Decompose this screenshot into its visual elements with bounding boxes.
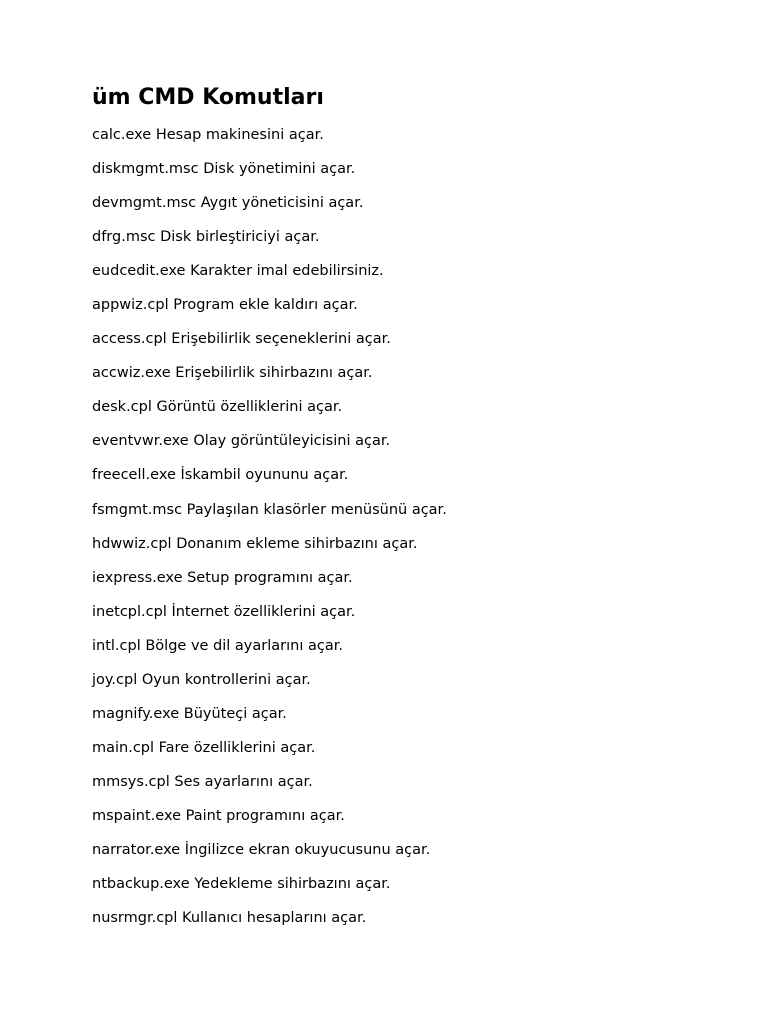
- command-name: main.cpl: [92, 739, 155, 756]
- command-description: Program ekle kaldırı açar.: [173, 297, 358, 314]
- command-line: [92, 465, 447, 499]
- command-line: [92, 193, 447, 227]
- command-description: Erişebilirlik sihirbazını açar.: [175, 365, 373, 382]
- command-description: Disk birleştiriciyi açar.: [160, 229, 320, 246]
- command-line: [92, 806, 447, 840]
- command-name: desk.cpl: [92, 399, 152, 416]
- command-line: [92, 874, 447, 908]
- command-line: [92, 670, 447, 704]
- command-description: Yedekleme sihirbazını açar.: [194, 876, 391, 893]
- command-description: Karakter imal edebilirsiniz.: [190, 263, 384, 280]
- command-name: nusrmgr.cpl: [92, 910, 178, 927]
- command-line: [92, 295, 447, 329]
- command-description: Kullanıcı hesaplarını açar.: [182, 910, 367, 927]
- command-description: Olay görüntüleyicisini açar.: [193, 433, 391, 450]
- command-line: [92, 568, 447, 602]
- command-line: [92, 227, 447, 261]
- command-name: inetcpl.cpl: [92, 603, 167, 620]
- command-name: iexpress.exe: [92, 569, 183, 586]
- command-description: Aygıt yöneticisini açar.: [200, 195, 364, 212]
- command-line: [92, 908, 447, 942]
- command-name: narrator.exe: [92, 841, 181, 858]
- command-line: [92, 636, 447, 670]
- command-description: Fare özelliklerini açar.: [158, 739, 316, 756]
- command-line: [92, 363, 447, 397]
- command-name: mmsys.cpl: [92, 773, 170, 790]
- command-line: [92, 159, 447, 193]
- document-title: üm CMD Komutları: [92, 85, 324, 110]
- command-name: devmgmt.msc: [92, 195, 197, 212]
- command-line: [92, 431, 447, 465]
- command-description: İnternet özelliklerini açar.: [171, 603, 356, 620]
- command-line: [92, 500, 447, 534]
- command-line: [92, 261, 447, 295]
- command-name: fsmgmt.msc: [92, 501, 183, 518]
- command-name: magnify.exe: [92, 705, 180, 722]
- command-name: accwiz.exe: [92, 365, 171, 382]
- command-name: eventvwr.exe: [92, 433, 189, 450]
- command-description: Bölge ve dil ayarlarını açar.: [145, 637, 343, 654]
- command-description: Donanım ekleme sihirbazını açar.: [176, 535, 418, 552]
- command-description: Görüntü özelliklerini açar.: [156, 399, 343, 416]
- command-description: Paylaşılan klasörler menüsünü açar.: [186, 501, 447, 518]
- command-description: İngilizce ekran okuyucusunu açar.: [184, 841, 431, 858]
- command-line: [92, 397, 447, 431]
- command-name: dfrg.msc: [92, 229, 156, 246]
- command-name: freecell.exe: [92, 467, 176, 484]
- command-description: Hesap makinesini açar.: [155, 127, 324, 143]
- command-name: joy.cpl: [92, 671, 138, 688]
- command-line: [92, 738, 447, 772]
- command-name: mspaint.exe: [92, 807, 182, 824]
- command-description: Ses ayarlarını açar.: [174, 773, 313, 790]
- command-description: Disk yönetimini açar.: [203, 161, 356, 178]
- command-name: intl.cpl: [92, 637, 141, 654]
- command-description: Erişebilirlik seçeneklerini açar.: [171, 331, 391, 348]
- command-name: appwiz.cpl: [92, 297, 169, 314]
- command-description: Büyüteçi açar.: [183, 705, 287, 722]
- command-description: Paint programını açar.: [185, 807, 345, 824]
- command-name: diskmgmt.msc: [92, 161, 199, 178]
- command-line: [92, 840, 447, 874]
- command-name: hdwwiz.cpl: [92, 535, 172, 552]
- command-line: [92, 329, 447, 363]
- command-line: [92, 772, 447, 806]
- command-description: Setup programını açar.: [187, 569, 353, 586]
- command-name: eudcedit.exe: [92, 263, 186, 280]
- command-line: [92, 534, 447, 568]
- command-line: [92, 602, 447, 636]
- command-line: [92, 704, 447, 738]
- command-name: ntbackup.exe: [92, 876, 190, 893]
- command-line: [92, 125, 447, 159]
- command-name: access.cpl: [92, 331, 167, 348]
- command-description: Oyun kontrollerini açar.: [141, 671, 311, 688]
- command-list: [92, 125, 447, 942]
- command-name: calc.exe: [92, 127, 152, 143]
- command-description: İskambil oyununu açar.: [180, 467, 349, 484]
